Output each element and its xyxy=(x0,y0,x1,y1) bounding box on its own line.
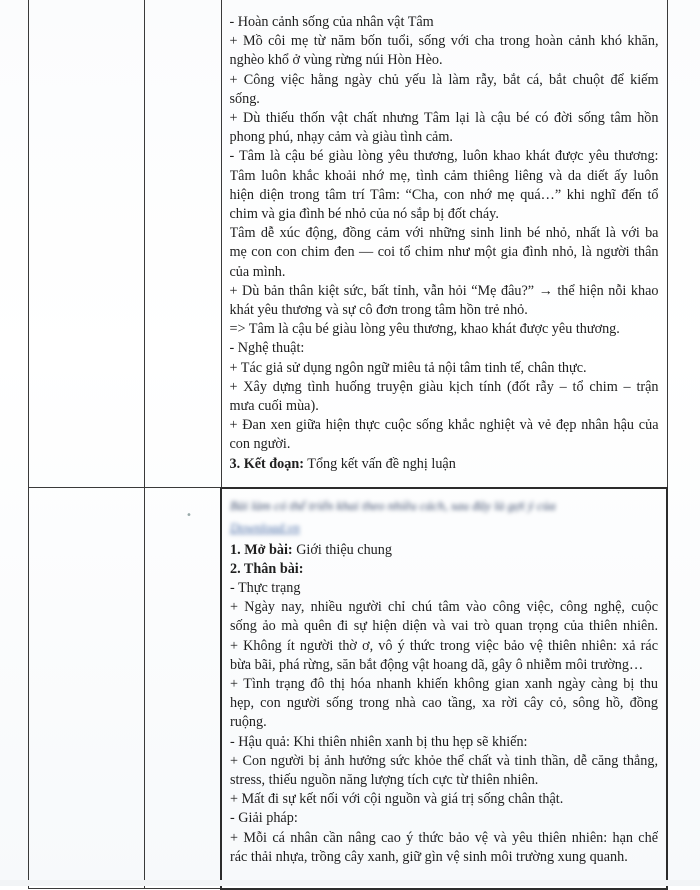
lower-cell-text xyxy=(222,489,666,875)
conclusion-heading: 3. Kết đoạn: Tổng kết vấn đề nghị luận xyxy=(229,455,456,472)
text-line: + Tác giả sử dụng ngôn ngữ miêu tả nội tâm tinh tế, chân thực. xyxy=(229,359,587,376)
text-line: + Không ít người thờ ơ, vô ý thức trong việc bảo vệ thiên nhiên: xả rác xyxy=(230,637,658,654)
text-line: nghèo khổ ở vùng rừng núi Hòn Hèo. xyxy=(229,52,443,69)
text-line: + Công việc hằng ngày chủ yếu là làm rẫy, bắt cá, bắt chuột để kiếm xyxy=(229,71,659,88)
text-line: => Tâm là cậu bé giàu lòng yêu thương, khao khát được yêu thương. xyxy=(229,321,620,338)
intro-heading: 1. Mở bài: Giới thiệu chung xyxy=(230,541,392,558)
text-line: ruộng. xyxy=(230,714,267,731)
text-line: của mình. xyxy=(229,263,286,280)
text-line: phong phú, nhạy cảm và giàu tình cảm. xyxy=(229,129,453,146)
table-cell-empty-middle xyxy=(145,0,222,488)
table-cell-empty-left xyxy=(29,488,145,889)
text-line: + Tình trạng đô thị hóa nhanh khiến không gian xanh ngày càng bị thu xyxy=(230,675,658,692)
upper-content-cell xyxy=(221,0,667,488)
text-line: - Giải pháp: xyxy=(230,810,298,827)
text-line: sống. xyxy=(229,90,260,107)
text-line: + Mỗi cá nhân cần nâng cao ý thức bảo vệ và yêu thiên nhiên: hạn chế xyxy=(230,829,658,846)
text-line: - Tâm là cậu bé giàu lòng yêu thương, luôn khao khát được yêu thương: xyxy=(229,148,659,165)
text-line: Tâm luôn khắc khoải nhớ mẹ, tình cảm thiêng liêng và da diết ấy luôn xyxy=(229,167,659,184)
table-cell-empty-middle xyxy=(145,488,222,889)
text-line: - Thực trạng xyxy=(230,579,301,596)
text-line: bừa bãi, phá rừng, săn bắt động vật hoang dã, gây ô nhiễm môi trường… xyxy=(230,656,644,673)
blurred-watermark-text: Bài làm có thể triển khai theo nhiều cách, sau đây là gợi ý của Download.vn xyxy=(230,497,556,535)
text-line: - Hậu quả: Khi thiên nhiên xanh bị thu hẹp sẽ khiến: xyxy=(230,733,528,750)
text-line: chim và gia đình bé nhỏ của nó sắp bị đốt cháy. xyxy=(229,206,499,223)
text-line: hiện diện trong tâm trí Tâm: “Cha, con nhớ mẹ quá…” khi nghĩ đến tổ xyxy=(229,186,659,203)
text-line: - Nghệ thuật: xyxy=(229,340,305,357)
text-line: stress, thiếu nguồn năng lượng tích cực từ thiên nhiên. xyxy=(230,771,539,788)
text-line: - Hoàn cảnh sống của nhân vật Tâm xyxy=(229,14,434,30)
text-line: + Đan xen giữa hiện thực cuộc sống khắc nghiệt và vẻ đẹp nhân hậu của xyxy=(229,417,659,434)
text-line: + Con người bị ảnh hưởng sức khỏe thể chất và tinh thần, dễ căng thẳng, xyxy=(230,752,658,769)
outline-table xyxy=(28,0,668,890)
text-line: + Dù thiếu thốn vật chất nhưng Tâm lại là cậu bé có đời sống tâm hồn xyxy=(229,110,659,127)
text-line: sống ảo mà quên đi sự hiện diện và vai trò quan trọng của thiên nhiên. xyxy=(230,618,658,635)
text-line: + Mồ côi mẹ từ năm bốn tuổi, sống với cha trong hoàn cảnh khó khăn, xyxy=(229,33,659,50)
text-line: + Xây dựng tình huống truyện giàu kịch tính (đốt rẫy – tổ chim – trận xyxy=(229,378,659,395)
text-line: mẹ con con chim đen — coi tổ chim như một gia đình nhỏ, là người thân xyxy=(229,244,659,261)
page-bottom-edge xyxy=(0,880,700,886)
table-cell-empty-left xyxy=(29,0,145,488)
body-heading: 2. Thân bài: xyxy=(230,560,304,577)
text-line: rác thải nhựa, trồng cây xanh, giữ gìn vệ sinh môi trường xung quanh. xyxy=(230,848,628,865)
text-line: hẹp, con người sống trong nhà cao tầng, xa rời cây cỏ, sông hồ, đồng xyxy=(230,695,658,712)
text-line: Tâm dễ xúc động, đồng cảm với những sinh linh bé nhỏ, nhất là với ba xyxy=(229,225,659,242)
text-line: + Mất đi sự kết nối với cội nguồn và giá trị sống chân thật. xyxy=(230,791,564,808)
text-line: mưa cuối mùa). xyxy=(229,398,319,415)
lower-content-cell xyxy=(221,488,667,889)
scan-speck: • xyxy=(186,510,192,521)
text-line: khát yêu thương và sự cô đơn trong tâm hồn trẻ nhỏ. xyxy=(229,302,528,319)
upper-cell-text xyxy=(222,0,667,482)
text-line: + Ngày nay, nhiều người chỉ chú tâm vào công việc, công nghệ, cuộc xyxy=(230,599,658,616)
table-row xyxy=(29,488,668,889)
table-row xyxy=(29,0,668,488)
text-line: con người. xyxy=(229,436,291,453)
text-line: + Dù bản thân kiệt sức, bất tỉnh, vẫn hỏi “Mẹ đâu?” → thể hiện nỗi khao xyxy=(229,282,659,299)
